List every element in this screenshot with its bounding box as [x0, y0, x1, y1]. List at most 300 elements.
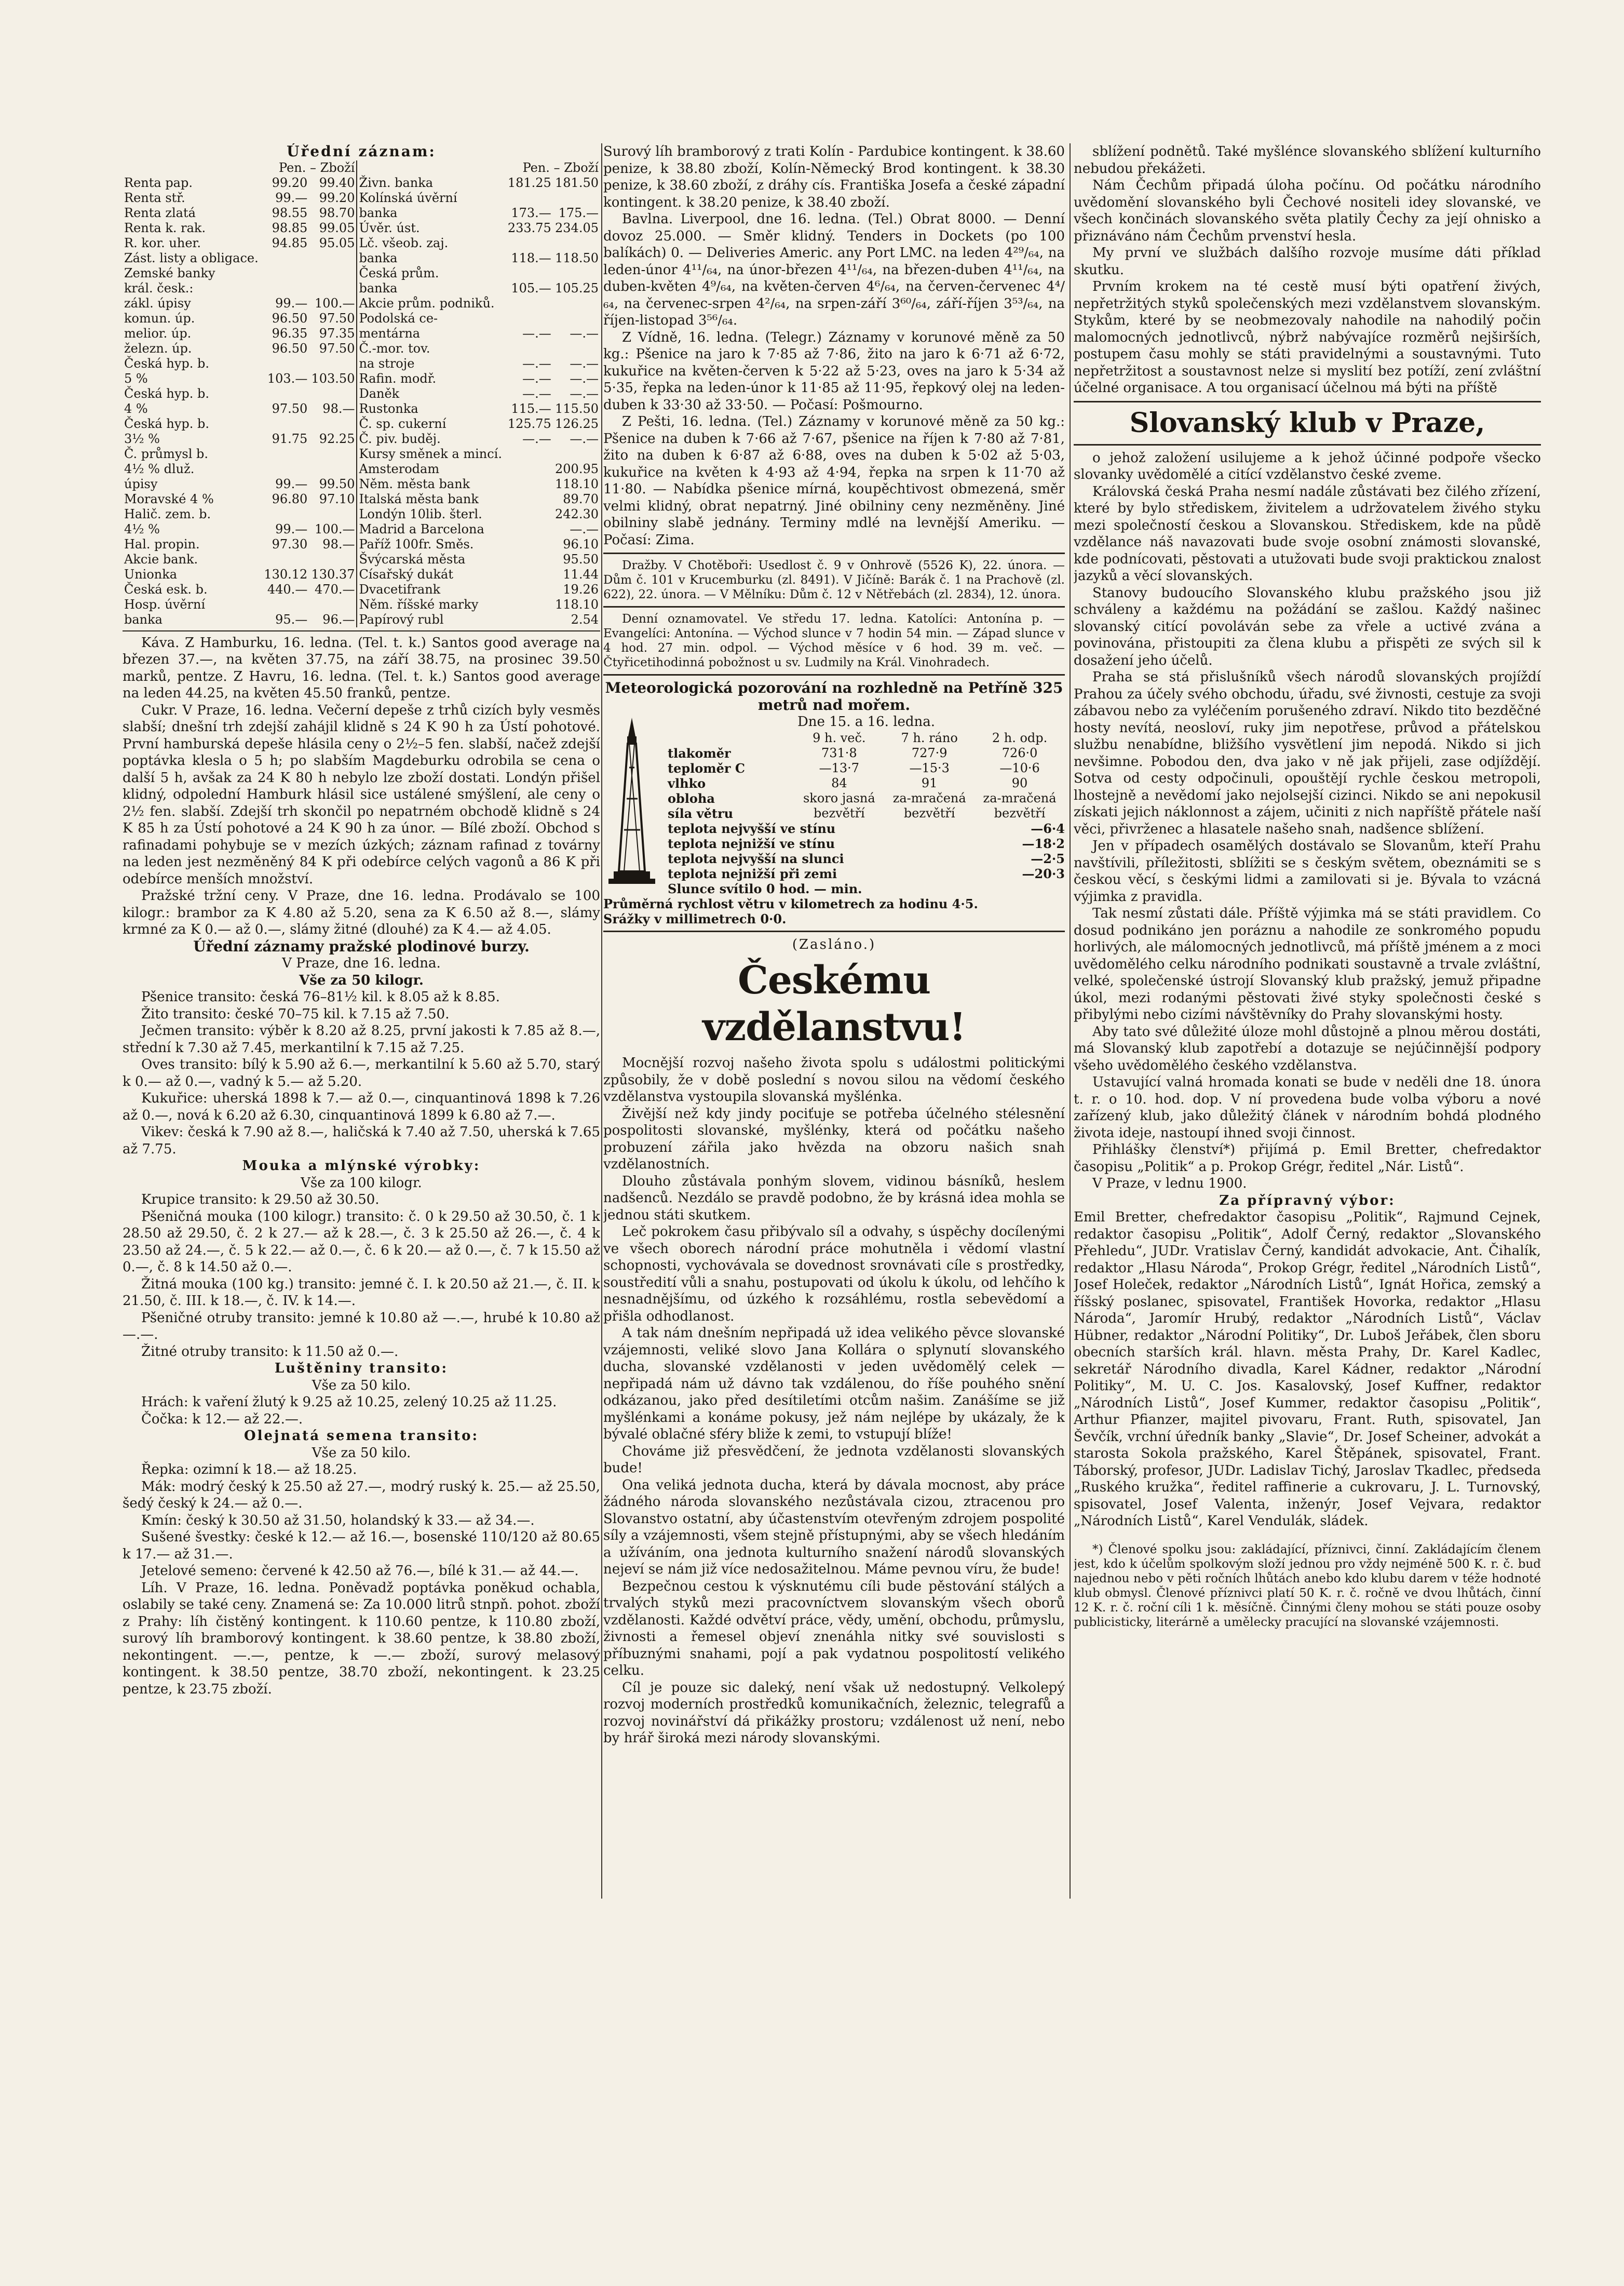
quote-value — [553, 296, 600, 311]
club-paragraph: Aby tato své důležité úloze mohl důstojně a plnou měrou dostáti, má Slovanský klub zapotřebí a dotazuje se nejúčinnější podpory všeho uvědomělého českého vzdělanstva. — [1074, 1024, 1541, 1073]
quote-name: 4 % — [124, 401, 148, 416]
quote-row — [123, 311, 600, 326]
club-title: Slovanský klub v Praze, — [1129, 407, 1485, 439]
oilseed-price-item: Řepka: ozimní k 18.— až 18.25. — [141, 1462, 357, 1477]
club-paragraph: Tak nesmí zůstati dále. Příště výjimka má se státi pravidlem. Co dosud podnikáno jen poráznu a nahodile ze sonkromého popudu horlivých, ale málomocných jednotlivců, má příště jménem a z moci uvědomělého celku národního podnikati soustavně a trvale zvláštní, velké, společenské ústrojí Slovanský klub pražský, jemuž připadne úkol, mezi rodanými pěstovati živé styky společnosti české s přibylými nebo cizími návštěvníky do Prahy slovanskými hosty. — [1074, 906, 1541, 1023]
quote-value: 100.— — [315, 295, 355, 311]
weather-value: 91 — [921, 775, 938, 790]
weather-label: vlhko — [668, 775, 706, 791]
weather-value: bezvětří — [994, 805, 1046, 821]
flour-price-item: Žitné otruby transito: k 11.50 až 0.—. — [141, 1343, 399, 1360]
quote-value: 175.— — [558, 205, 599, 220]
quote-value: 96.80 — [272, 491, 308, 506]
quote-row — [123, 537, 600, 552]
quote-row — [123, 191, 600, 206]
quote-name: Česká hyp. b. — [124, 386, 209, 401]
club-paragraph: Královská česká Praha nesmí nadále zůstávati bez čilého zřízení, které by bylo střediskem, živitelem a udržovatelem živého styku mezi společností českou a Slovanskou. Střediskem, kde na půdě vzdělance náš navazovati bude svoje osobní známosti slovanské, kde podnícovati, pěstovati a utužovati bude svoji praktickou znalost jazyků a věcí slovanských. — [1074, 483, 1541, 584]
quote-value — [506, 552, 553, 567]
quote-value: 99.— — [275, 521, 308, 536]
quote-value: 440.— — [267, 582, 308, 597]
quote-row — [123, 221, 600, 236]
quote-value — [262, 356, 309, 371]
quote-row — [123, 266, 600, 281]
quote-name: Halič. zem. b. — [124, 506, 211, 521]
quote-value — [309, 597, 357, 612]
weather-label: obloha — [668, 790, 715, 806]
quote-name: Kursy směnek a mincí. — [357, 447, 505, 462]
quote-value: 118.10 — [555, 476, 599, 491]
weather-row — [668, 776, 1065, 791]
quote-name: mentárna — [357, 326, 505, 341]
quote-value: 234.05 — [555, 220, 599, 235]
weather-extreme-line — [668, 851, 1065, 866]
vienna-report: Z Vídně, 16. ledna. (Telegr.) Záznamy v korunové měně za 50 kg.: Pšenice na jaro k 7·85 až 7·86, žito na jaro k 6·71 až 6·72, kukuřice na květen-červen k 5·22 až 5·23, oves na jaro k 5·34 až 5·35, řepka na leden-únor k 11·85 až 11·95, řepkový olej na leden-duben k 33·30 až 33·50. — Počasí: Pošmourno. — [603, 329, 1065, 413]
quote-name: Česká prům. — [357, 266, 505, 281]
quote-name: Česká hyp. b. — [124, 356, 209, 371]
quote-row — [123, 206, 600, 221]
weather-extreme-line — [668, 836, 1065, 851]
quote-name: Hal. propin. — [124, 536, 200, 552]
quote-value: 98.70 — [319, 205, 355, 220]
quote-value: 130.12 — [264, 567, 308, 582]
grain-price-item: Ječmen transito: výběr k 8.20 až 8.25, první jakosti k 7.85 až 8.—, střední k 7.30 až 7.45, merkantilní k 7.15 až 7.25. — [123, 1023, 600, 1056]
quote-name: 4½ % — [124, 521, 160, 536]
quote-value — [309, 507, 357, 522]
divider — [123, 630, 600, 631]
appeal-paragraph: Živější než kdy jindy pociťuje se potřeba účelného stélesnění pospolitosti slovanské, myšlénky, která od počátku našeho probuzení zářila jako hvězda na obzoru našich snah vzdělanostních. — [603, 1106, 1065, 1172]
appeal-paragraph: Cíl je pouze sic daleký, není však už nedostupný. Velkolepý rozvoj moderních prostředků komunikačních, železnic, telegrafů a rozvoj novinářství dá přikážky prostoru; vzdálenost už není, nebo by hrář široká mezi národy slovanskými. — [603, 1679, 1065, 1746]
grain-prices-list — [123, 989, 600, 1158]
quote-row — [123, 477, 600, 492]
weather-extreme-label: teplota nejnižší při zemi — [668, 866, 837, 881]
quote-value — [506, 341, 553, 356]
flour-price-item: Žitná mouka (100 kg.) transito: jemné č. I. k 20.50 až 21.—, č. II. k 21.50, č. III. k 18.—, č. IV. k 14.—. — [123, 1276, 600, 1309]
quote-value — [506, 311, 553, 326]
quote-value: 99.20 — [272, 175, 308, 190]
quote-row — [123, 416, 600, 432]
quote-name: Akcie prům. podniků. — [357, 296, 505, 311]
quote-value: 115.— — [511, 401, 551, 416]
quotes-header-row — [123, 160, 600, 176]
divider — [603, 606, 1065, 608]
quote-value — [506, 477, 553, 492]
quote-name: Rafin. modř. — [357, 371, 505, 386]
weather-value: —13·7 — [819, 760, 860, 775]
paid-notice-label: (Zasláno.) — [792, 936, 876, 952]
weather-value: 726·0 — [1002, 745, 1038, 760]
weather-extreme-label: Průměrná rychlost větru v kilometrech za hodinu 4·5. — [603, 896, 978, 911]
quote-value: 103.— — [267, 371, 308, 386]
quote-value — [262, 597, 309, 612]
quote-name: Č. piv. buděj. — [357, 432, 505, 447]
quote-value — [309, 552, 357, 567]
quote-name: Papírový rubl — [357, 612, 505, 627]
weather-value: 731·8 — [821, 745, 857, 760]
appeal-continued — [1074, 143, 1541, 397]
quote-name: R. kor. uher. — [124, 235, 201, 250]
quote-name: Renta k. rak. — [124, 220, 206, 235]
quote-value: 96.50 — [272, 341, 308, 356]
flour-price-item: Pšeničné otruby transito: jemné k 10.80 až —.—, hrubé k 10.80 až —.—. — [123, 1310, 600, 1342]
quote-value: 96.35 — [272, 326, 308, 341]
grain-price-item: Vikev: česká k 7.90 až 8.—, haličská k 7.40 až 7.50, uherská k 7.65 až 7.75. — [123, 1124, 600, 1157]
weather-extreme-line — [668, 881, 1065, 896]
quote-value — [309, 447, 357, 462]
weather-header-afternoon: 2 h. odp. — [992, 730, 1048, 745]
quote-name: Hosp. úvěrní — [124, 597, 206, 612]
quote-value — [506, 612, 553, 627]
auctions-notice: Dražby. V Chotěboři: Usedlost č. 9 v Onhrově (5526 K), 22. února. — Dům č. 101 v Krucemburku (zl. 8491). V Jičíně: Barák č. 1 na Prachově (zl. 622), 22. února. — V Mělníku: Dům č. 12 v Nětřebách (zl. 2834), 12. února. — [603, 559, 1065, 601]
quote-name: Císařský dukát — [357, 567, 505, 582]
quote-name: král. česk.: — [124, 280, 194, 295]
quote-value — [262, 462, 309, 477]
quote-value: 97.50 — [272, 401, 308, 416]
quote-value: 125.75 — [507, 416, 551, 431]
quote-value: —.— — [570, 386, 599, 401]
quote-name: Madrid a Barcelona — [357, 522, 505, 537]
appeal-paragraph: Bezpečnou cestou k výsknutému cíli bude pěstování stálých a trvalých styků mezi pracovníctvem slovanským všech oborů vzdělanosti. Každé odvětví práce, vědy, umění, obchodu, průmyslu, živnosti a řemesel objeví znenáhla nitky své souvislosti s příbuznými snahami, pojí a pak vydatnou pospolitostí velikého celku. — [603, 1578, 1065, 1678]
quote-value: 98.— — [322, 536, 355, 552]
weather-row — [668, 746, 1065, 761]
quote-row — [123, 341, 600, 356]
weather-value: skoro jasná — [803, 790, 875, 805]
quote-value: 118.50 — [555, 250, 599, 265]
weather-value: bezvětří — [813, 805, 865, 821]
divider — [1074, 444, 1541, 446]
quote-name: Rustonka — [357, 401, 505, 416]
quote-row — [123, 326, 600, 341]
quote-name: komun. úp. — [124, 311, 195, 326]
quote-value: —.— — [570, 371, 599, 386]
quote-value: —.— — [522, 326, 551, 341]
weather-date: Dne 15. a 16. ledna. — [797, 714, 936, 730]
quote-row — [123, 597, 600, 612]
quote-name: Amsterodam — [357, 462, 505, 477]
prague-market-prices: Pražské tržní ceny. V Praze, dne 16. ledna. Prodávalo se 100 kilogr.: brambor za K 4.80 až 5.20, sena za K 6.50 až 8.—, slámy krmné za K 0.— až 0.—, slámy žitné (dlouhé) za K 4.— až 4.05. — [123, 888, 600, 937]
quote-name: 5 % — [124, 371, 148, 386]
weather-extreme-line — [668, 866, 1065, 881]
legumes-unit: Vše za 50 kilo. — [312, 1377, 411, 1393]
club-paragraph: o jehož založení usilujeme a k jehož účinné podpoře všecko slovanky uvědomělé a citící vzdělanstvo české zveme. — [1074, 450, 1541, 482]
quote-value — [506, 236, 553, 251]
weather-extreme-line — [603, 911, 1065, 926]
weather-header-morning: 7 h. ráno — [901, 730, 958, 745]
quote-row — [123, 612, 600, 627]
quote-value — [506, 582, 553, 597]
quote-value: 99.40 — [319, 175, 355, 190]
grain-price-item: Pšenice transito: česká 76–81½ kil. k 8.05 až k 8.85. — [141, 989, 500, 1005]
quote-name: Renta zlatá — [124, 205, 196, 220]
quote-name: banka — [357, 251, 505, 266]
quote-value: 118.10 — [555, 597, 599, 612]
quote-value — [553, 341, 600, 356]
quote-value: 98.85 — [272, 220, 308, 235]
weather-label: síla větru — [668, 805, 734, 821]
quote-value: 181.50 — [555, 175, 599, 190]
club-paragraph: V Praze, v lednu 1900. — [1092, 1176, 1247, 1191]
quote-name: Česká hyp. b. — [124, 416, 209, 431]
divider — [603, 931, 1065, 932]
club-body — [1074, 450, 1541, 1192]
appeal-body — [603, 1055, 1065, 1747]
weather-extremes — [603, 821, 1065, 926]
quote-value: 96.10 — [563, 536, 599, 552]
appeal-paragraph: Nám Čechům připadá úloha počínu. Od počátku národního uvědomění slovanského byli Čechové nositeli idey slovanské, ve všech končinách slovanského světa platily Čechy za její ohnisko a přiznáváno nám Čechům prvenství hesla. — [1074, 178, 1541, 244]
quote-value: 99.05 — [319, 220, 355, 235]
quote-row — [123, 176, 600, 191]
quote-value: 470.— — [315, 582, 355, 597]
quote-value — [506, 462, 553, 477]
weather-extreme-value: —18·2 — [1022, 836, 1065, 851]
weather-extreme-line — [603, 896, 1065, 911]
column-market-reports — [123, 143, 600, 1909]
weather-block — [603, 714, 1065, 926]
committee-title: Za přípravný výbor: — [1219, 1192, 1396, 1208]
quote-value: 130.37 — [311, 567, 355, 582]
quote-name: železn. úp. — [124, 341, 192, 356]
quote-value — [506, 492, 553, 507]
quotes-header-right: Pen. – Zboží — [522, 160, 599, 175]
column-rule — [601, 143, 602, 1899]
coffee-report: Káva. Z Hamburku, 16. ledna. (Tel. t. k.) Santos good average na březen 37.—, na květen 37.75, na září 38.75, na prosinec 39.50 marků, pentze. Z Havru, 16. ledna. (Tel. t. k.) Santos good average na leden 44.25, na květen 45.50 franků, pentze. — [123, 635, 600, 701]
flour-price-item: Krupice transito: k 29.50 až 30.50. — [141, 1192, 380, 1207]
quote-name: melior. úp. — [124, 326, 192, 341]
sugar-report: Cukr. V Praze, 16. ledna. Večerní depeše z trhů cizích byly vesměs slabší; dnešní trh zdejší zahájil klidně s 24 K 90 h za Ústí pohotové. První hamburská depeše hlásila ceny o 2½–5 fen. slabší, načež zdejší poptávka klesla o 5 h; po slabším Magdeburku odrobila se cena o další 5 h, avšak za 24 K 80 h nebylo lze zboží dostati. Londýn přišel klidný, odpolední Hamburk hlásil sice ustálené smýšlení, ale ceny o 2½ fen. slabší. Zdejší trh skončil po nepatrném obchodě klidně s 24 K 85 h za Ústí pohotové a 24 K 90 h za únor. — Bílé zboží. Obchod s rafinadami pohybuje se v mezích úzkých; záznam rafinad z továrny na leden jest nezměněný 84 K při odebírce celých vagonů a 86 K při odebírce menších množství. — [123, 702, 600, 887]
quote-value — [506, 266, 553, 281]
quote-value — [262, 416, 309, 432]
quote-name: Dvacetifrank — [357, 582, 505, 597]
legume-price-item: Čočka: k 12.— až 22.—. — [141, 1411, 303, 1427]
quote-row — [123, 507, 600, 522]
quote-value — [309, 356, 357, 371]
appeal-paragraph: Prvním krokem na té cestě musí býti opatření živých, nepřetržitých styků společenských mezi vzdělanstvem slovanským. Stykům, které by se neobmezovaly nahodile na nahodilý počin malomocných jednotlivců, nýbrž nabývajíce rozměrů nejširších, postupem času mohly se státi pravidelnými a soustavnými. Tuto nepřetržitost a soustavnost nelze si myslití bez potíží, zení zvláštní účelné organisace. A tou organisací účelnou má býti na příště — [1074, 279, 1541, 396]
oilseeds-unit: Vše za 50 kilo. — [312, 1445, 411, 1461]
commodity-exchange-date: V Praze, dne 16. ledna. — [282, 956, 441, 971]
quote-value: 97.30 — [272, 536, 308, 552]
quote-value: —.— — [522, 356, 551, 371]
weather-row — [668, 791, 1065, 806]
quote-name: Zemské banky — [124, 265, 215, 280]
cotton-report: Bavlna. Liverpool, dne 16. ledna. (Tel.) Obrat 8000. — Denní dovoz 25.000. — Směr klidný. Tenders in Dockets (po 100 balíkách) 0. — Deliveries Americ. any Port LMC. na leden 4²⁹/₆₄, na leden-únor 4¹¹/₆₄, na únor-březen 4¹¹/₆₄, na březen-duben 4¹¹/₆₄, na duben-květen 4⁹/₆₄, na květen-červen 4⁶/₆₄, na červen-červenec 4⁴/₆₄, na červenec-srpen 4²/₆₄, na srpen-září 3⁶⁰/₆₄, září-říjen 3⁵³/₆₄, na říjen-listopad 3⁵⁶/₆₄. — [603, 211, 1065, 328]
quote-value — [309, 251, 357, 266]
weather-row — [668, 806, 1065, 821]
quote-name: úpisy — [124, 476, 158, 491]
quote-row — [123, 236, 600, 251]
daily-calendar: Denní oznamovatel. Ve středu 17. ledna. Katolíci: Antonína p. — Evangelíci: Antonína. — Východ slunce v 7 hodin 54 min. — Západ slunce v 4 hod. 27 min. odpol. — Východ měsíce v 6 hod. 39 m. več. — Čtyřicetihodinná pobožnost u sv. Ludmily na Král. Vinohradech. — [603, 612, 1065, 669]
column-rule — [1070, 143, 1071, 1899]
quote-row — [123, 492, 600, 507]
quote-value: 95.50 — [563, 552, 599, 567]
appeal-paragraph: Mocnější rozvoj našeho života spolu s událostmi politickými způsobily, že v době poslední s novou silou na vědomí českého vzdělanstva vystoupila slovanská myšlénka. — [603, 1055, 1065, 1105]
quote-name: 4½ % dluž. — [124, 461, 195, 476]
quote-value: 89.70 — [563, 491, 599, 506]
quotes-header-left: Pen. – Zboží — [279, 160, 355, 175]
quote-name: Akcie bank. — [124, 552, 198, 567]
quote-value: 98.55 — [272, 205, 308, 220]
quote-value: 103.50 — [311, 371, 355, 386]
oilseed-price-item: Mák: modrý český k 25.50 až 27.—, modrý ruský k. 25.— až 25.50, šedý český k 24.— až 0.—. — [123, 1478, 600, 1511]
quote-name: zákl. úpisy — [124, 295, 191, 311]
quote-value: 242.30 — [555, 506, 599, 521]
quote-value — [262, 552, 309, 567]
quote-value — [506, 597, 553, 612]
commodity-exchange-title: Úřední záznamy pražské plodinové burzy. — [193, 937, 530, 955]
weather-value: za-mračená — [892, 790, 966, 805]
committee-members: Emil Bretter, chefredaktor časopisu „Politik“, Rajmund Cejnek, redaktor časopisu „Politik“, Adolf Černý, redaktor „Slovanského Přehledu“, JUDr. Vratislav Černý, kandidát advokacie, Ant. Čihalík, redaktor „Hlasu Národa“, Prokop Grégr, ředitel „Národních Listů“, Josef Holeček, redaktor „Národních Listů“, Ignát Hořica, zemský a říšský poslanec, spisovatel, František Hovorka, redaktor „Hlasu Národa“, Jaromír Hrubý, redaktor „Národních Listů“, Václav Hübner, redaktor „Národní Politiky“, Dr. Luboš Jeřábek, člen sboru obecních starších král. hlavn. města Prahy, Dr. Karel Kadlec, sekretář Národního divadla, Karel Kádner, redaktor „Národní Politiky“, M. U. C. Jos. Kasalovský, Josef Kuffner, redaktor „Národních Listů“, Josef Kummer, redaktor časopisu „Politik“, Arthur Pfianzer, majitel pivovaru, Frant. Ruth, spisovatel, Jan Ševčík, vrchní úředník banky „Slavie“, Dr. Josef Scheiner, advokát a starosta Sokola pražského, Karel Štěpánek, spisovatel, Frant. Táborský, profesor, JUDr. Ladislav Tichý, Jaroslav Tkadlec, předseda „Ruského kružka“, ředitel raffinerie a cukrovaru, J. L. Turnovský, spisovatel, Josef Valenta, inženýr, Josef Vejvara, redaktor „Národních Listů“, Karel Vendulák, sládek. — [1074, 1209, 1541, 1529]
quote-value — [506, 447, 553, 462]
weather-extreme-label: teplota nejvyšší na slunci — [668, 851, 844, 866]
quote-value: 99.— — [275, 190, 308, 205]
quote-name: Italská města bank — [357, 492, 505, 507]
appeal-paragraph: sblížení podnětů. Také myšlénce slovanského sblížení kulturního nebudou překážeti. — [1074, 144, 1541, 177]
quote-row — [123, 462, 600, 477]
quote-value — [506, 191, 553, 206]
weather-header-label — [668, 731, 794, 746]
grain-price-item: Žito transito: české 70–75 kil. k 7.15 až 7.50. — [141, 1006, 450, 1022]
budapest-report: Z Pešti, 16. ledna. (Tel.) Záznamy v korunové měně za 50 kg.: Pšenice na duben k 7·66 až 7·67, pšenice na říjen k 7·80 až 7·81, žito na duben k 6·87 až 6·88, oves na duben k 5·02 až 5·03, kukuřice na květen k 4·93 až 4·94, řepka na srpen k 11·70 až 11·80. — Nabídka pšenice mírná, koupěchtivost obmezená, směr velmi klidný, obrat nepatrný. Jiné obilniny ceny nezměněny. Jiné obilniny slabě jednány. Terminy mdlé na levnější Ameriku. — Počasí: Zima. — [603, 414, 1065, 548]
petrin-tower-icon — [603, 716, 660, 887]
quote-name: Unionka — [124, 567, 178, 582]
weather-extreme-label: teplota nejvyšší ve stínu — [668, 821, 836, 836]
quote-row — [123, 386, 600, 401]
quote-row — [123, 371, 600, 386]
quote-value — [553, 311, 600, 326]
section-title-official-record: Úřední záznam: — [287, 143, 436, 160]
quote-value — [309, 266, 357, 281]
quote-value: 96.50 — [272, 311, 308, 326]
column-markets-and-appeal — [603, 143, 1065, 1909]
appeal-paragraph: A tak nám dnešním nepřipadá už idea velikého pěvce slovanské vzájemnosti, veliké slovo Jana Kollára o splynutí slovanského ducha, slovanské vzdělanosti v jeden uvědomělý celek — nepřipadá nám už dávno tak vzdálenou, do říše pouhého snění odkázanou, jako před desítiletími otcům našim. Zanášíme se již myšlénkami a konáme pokusy, jež nám nejlépe by ukázaly, že k bývalé oblačné sféry bliže k zemi, to vstupují blíže! — [603, 1325, 1065, 1442]
quote-name: Moravské 4 % — [124, 491, 214, 506]
club-paragraph: Ustavující valná hromada konati se bude v neděli dne 18. února t. r. o 10. hod. dop. V ní provedena bude volba výboru a nové zařízený klub, jako důležitý článek v národním bohdá plodného života ideje, nastoupí ihned svoji činnost. — [1074, 1074, 1541, 1141]
quote-value: —.— — [570, 326, 599, 341]
quote-value: —.— — [522, 371, 551, 386]
quote-value — [309, 416, 357, 432]
quote-row — [123, 432, 600, 447]
weather-value: —15·3 — [909, 760, 950, 775]
flour-title: Mouka a mlýnské výrobky: — [242, 1158, 481, 1174]
quote-name: Č. sp. cukerní — [357, 416, 505, 432]
weather-value: 90 — [1011, 775, 1028, 790]
divider — [603, 553, 1065, 554]
quote-value: —.— — [570, 356, 599, 371]
quote-value — [309, 462, 357, 477]
quote-name: Lč. všeob. zaj. — [357, 236, 505, 251]
weather-extreme-label: Srážky v millimetrech 0·0. — [603, 911, 787, 926]
footnote-membership: *) Členové spolku jsou: zakládající, příznivci, činní. Zakládajícím členem jest, kdo k účelům spolkovým složí jednou pro vždy nejméně 500 K. r. č. buď najednou nebo v pěti ročních lhůtách anebo kdo klubu darem v téže hodnoté klub obmysl. Členové příznivci platí 50 K. r. č. ročně ve dvou lhůtách, činní 12 K. r. č. roční cíli 1 k. měsíčně. Činnými členy mohou se státi pouze osoby publicisticky, literárně a umělecky pracující na slovanské vzájemnosti. — [1074, 1542, 1541, 1629]
quote-value — [506, 507, 553, 522]
quote-value: 94.85 — [272, 235, 308, 250]
quote-name: Živn. banka — [357, 176, 505, 191]
weather-extreme-value: —20·3 — [1022, 866, 1065, 881]
weather-extreme-label: teplota nejnižší ve stínu — [668, 836, 835, 851]
quote-name: Č. průmysl b. — [124, 446, 208, 461]
quote-value — [262, 447, 309, 462]
flour-unit: Vše za 100 kilogr. — [301, 1175, 422, 1191]
flour-price-item: Pšeničná mouka (100 kilogr.) transito: č. 0 k 29.50 až 30.50, č. 1 k 28.50 až 29.50, č. 2 k 27.— až k 28.—, č. 3 k 25.50 až 26.—, č. 4 k 23.50 až 24.—, č. 5 k 22.— až 0.—, č. 6 k 20.— až 0.—, č. 7 k 15.50 až 0.—, č. 8 k 14.50 až 0.—. — [123, 1208, 600, 1275]
oilseed-price-item: Jetelové semeno: červené k 42.50 až 76.—, bílé k 31.— až 44.—. — [141, 1563, 579, 1579]
quote-value: 97.35 — [319, 326, 355, 341]
quote-row — [123, 447, 600, 462]
quote-value: 99.— — [275, 476, 308, 491]
quote-value: —.— — [522, 431, 551, 446]
club-paragraph: Praha se stá přislušníků všech národů slovanských projíždí Prahou za účely svého obchodu, úřadu, své živnosti, cestuje za svoji zábavou nebo za vyléčením porušeného zdraví. Nikdo tito bezděčné hosty nevítá, neosloví, ruky jim nepotřese, průvod a přátelskou službu nenabídne, bližšího vysvětlení jim nepodá. Nikdo si jich nevšimne. Pobodou den, dva jako v ně jak přijeli, zase odjíždějí. Sotva od cesty odpočinuli, opouštějí rychle českou metropoli, lhostejně a nevědomí jako nejolsejší cizinci. Nikdo se ani nepokusil získati jejich náklonnost a zájem, učiniti z nich napříště přátele naší věci, přivrženec a hlasatele našeho snah, nadšence sblížení. — [1074, 669, 1541, 837]
quote-name: banka — [124, 612, 163, 627]
quote-value: 100.— — [315, 521, 355, 536]
grain-price-item: Kukuřice: uherská 1898 k 7.— až 0.—, cinquantinová 1898 k 7.26 až 0.—, nová k 6.20 až 6.30, cinquantinová 1899 k 6.80 až 7.—. — [123, 1091, 600, 1123]
quote-value: 99.— — [275, 295, 308, 311]
legumes-title: Luštěniny transito: — [274, 1361, 449, 1376]
quote-name: Úvěr. úst. — [357, 221, 505, 236]
quote-value: —.— — [570, 431, 599, 446]
quote-value: 118.— — [511, 250, 551, 265]
quote-name: Č.-mor. tov. — [357, 341, 505, 356]
quote-value — [262, 266, 309, 281]
club-paragraph: Přihlášky členství*) přijímá p. Emil Bretter, chefredaktor časopisu „Politik“ a p. Prokop Grégr, ředitel „Nár. Listů“. — [1074, 1142, 1541, 1175]
quote-row — [123, 552, 600, 567]
weather-header-row — [668, 731, 1065, 746]
quote-value — [262, 281, 309, 296]
quote-value — [262, 386, 309, 401]
appeal-title: Českému vzdělanstvu! — [702, 958, 966, 1050]
quote-value: 99.20 — [319, 190, 355, 205]
quote-name: Renta pap. — [124, 175, 193, 190]
quote-value: 95.05 — [319, 235, 355, 250]
quote-name: Něm. města bank — [357, 477, 505, 492]
weather-extreme-value: —6·4 — [1031, 821, 1065, 836]
oilseed-price-item: Kmín: český k 30.50 až 31.50, holandský k 33.— až 34.—. — [141, 1512, 535, 1528]
quote-value: 97.50 — [319, 311, 355, 326]
quote-value: 200.95 — [555, 461, 599, 476]
quote-value — [553, 236, 600, 251]
weather-label: teploměr C — [668, 760, 746, 776]
appeal-paragraph: Dlouho zůstávala ponhým slovem, vidinou básníků, heslem nadšenců. Nezdálo se pravdě podobno, že by krásná idea mohla se jednou státi skutkem. — [603, 1173, 1065, 1223]
quotes-table-wrap — [123, 160, 600, 627]
quote-value: 98.— — [322, 401, 355, 416]
weather-row — [668, 761, 1065, 776]
appeal-paragraph: Leč pokrokem času přibývalo síl a odvahy, s úspěchy docílenými ve všech oborech národní práce mohutněla i vědomí vlastní schopnosti, vychovávala se dovednost srovnávati cíle s prostředky, soustředití vůli a snahu, postupovati od úkolu k úkolu, od lehčího k nesnadnějšímu, od úzkého k rozsáhlému, rostla sebevědomí a přišla odhodlanost. — [603, 1224, 1065, 1324]
quote-value: 2.54 — [571, 612, 599, 627]
quote-value — [506, 522, 553, 537]
quote-value: —.— — [570, 521, 599, 536]
spirits-report: Líh. V Praze, 16. ledna. Poněvadž poptávka poněkud ochabla, oslabily se také ceny. Znamená se: Za 10.000 litrů stnpň. pohot. zboží z Prahy: líh čistěný kontingent. k 110.60 pentze, k 110.80 zboží, surový líh bramborový kontingent. k 38.60 pentze, k 38.80 zboží, nekontingent. —.—, pentze, k —.— zboží, surový melasový kontingent. k 38.50 pentze, 38.70 zboží, nekontingent. k 23.25 pentze, k 23.75 zboží. — [123, 1580, 600, 1697]
appeal-paragraph: Ona veliká jednota ducha, která by dávala mocnost, aby práce žádného národa slovanského nezůstávala cizou, ztracenou pro Slovanstvo ostatní, aby účastenstvím otevřeným zdrojem pospolité síly a vzájemnosti, všem stejně přístupnými, aby se všech hledáním a užíváním, ona jednota kulturního snažení národů slovanských nejeví se nám již více nedosažitelnou. Máme pevnou víru, že bude! — [603, 1477, 1065, 1577]
legumes-prices-list — [123, 1394, 600, 1428]
appeal-paragraph: My první ve službách dalšího rozvoje musíme dáti příklad skutku. — [1074, 245, 1541, 278]
flour-prices-list — [123, 1191, 600, 1360]
quote-value: 115.50 — [555, 401, 599, 416]
quote-name: Švýcarská města — [357, 552, 505, 567]
quote-name: banka — [357, 206, 505, 221]
weather-value: 727·9 — [911, 745, 948, 760]
club-paragraph: Stanovy budoucího Slovanského klubu pražského jsou již schváleny a každému na požádání se zašlou. Každý našinec slovanský citící povoláván sebe za vřele a uctivé zvána a povinována, přistoupiti za člena klubu a přispěti ze svých sil k dosažení jeho účelů. — [1074, 585, 1541, 668]
appeal-paragraph: Chováme již přesvědčení, že jednota vzdělanosti slovanských bude! — [603, 1443, 1065, 1476]
weather-value: bezvětří — [903, 805, 955, 821]
quote-name: banka — [357, 281, 505, 296]
quote-value — [506, 537, 553, 552]
oilseed-price-item: Sušené švestky: české k 12.— až 16.—, bosenské 110/120 až 80.65 k 17.— až 31.—. — [123, 1529, 600, 1562]
quote-name: Česká esk. b. — [124, 582, 208, 597]
quote-value — [262, 251, 309, 266]
quote-name: Paříž 100fr. Směs. — [357, 537, 505, 552]
commodity-unit: Vše za 50 kilogr. — [299, 972, 424, 988]
grain-price-item: Oves transito: bílý k 5.90 až 6.—, merkantilní k 5.60 až 5.70, starý k 0.— až 0.—, vadný k 5.— až 5.20. — [123, 1057, 600, 1090]
stock-quotes-table — [123, 160, 600, 627]
oilseeds-prices-list — [123, 1461, 600, 1580]
quote-row — [123, 251, 600, 266]
legume-price-item: Hrách: k vaření žlutý k 9.25 až 10.25, zelený 10.25 až 11.25. — [141, 1394, 557, 1410]
quote-value — [506, 567, 553, 582]
